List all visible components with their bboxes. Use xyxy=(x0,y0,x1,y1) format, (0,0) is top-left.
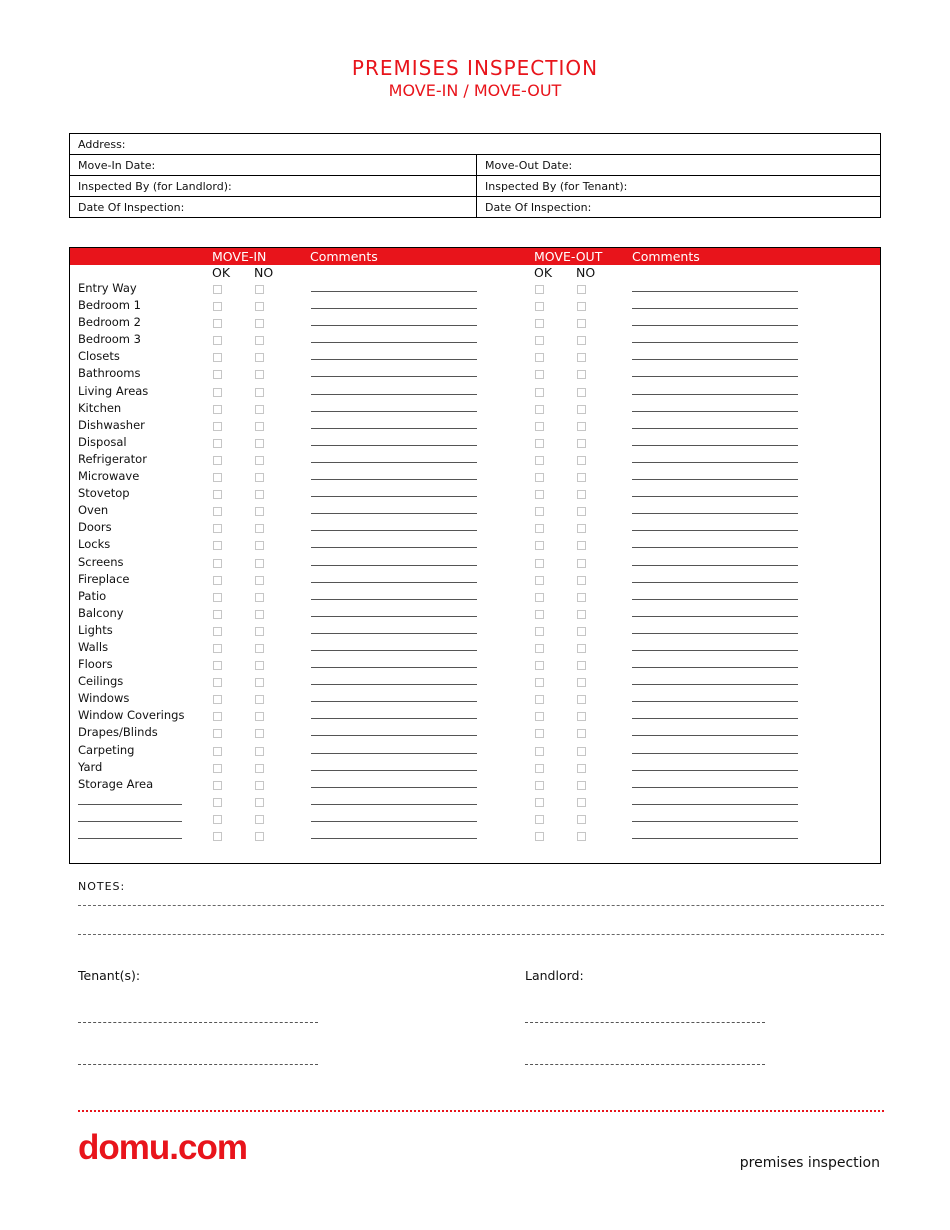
tenant-signature-line[interactable] xyxy=(78,1064,318,1065)
move-out-comment-line[interactable] xyxy=(632,701,798,702)
move-out-comment-line[interactable] xyxy=(632,582,798,583)
move-out-no-checkbox[interactable] xyxy=(577,353,586,362)
move-out-ok-checkbox[interactable] xyxy=(535,285,544,294)
checklist-row xyxy=(70,743,880,760)
move-out-comment-line[interactable] xyxy=(632,804,798,805)
move-out-comment-line[interactable] xyxy=(632,325,798,326)
move-out-ok-checkbox[interactable] xyxy=(535,661,544,670)
move-in-comment-line[interactable] xyxy=(311,325,477,326)
notes-label: NOTES: xyxy=(78,880,126,893)
move-in-no-checkbox[interactable] xyxy=(255,678,264,687)
move-in-comment-line[interactable] xyxy=(311,616,477,617)
move-out-header: MOVE-OUT xyxy=(534,249,603,264)
move-out-ok-checkbox[interactable] xyxy=(535,815,544,824)
move-out-no-checkbox[interactable] xyxy=(577,593,586,602)
move-out-no-checkbox[interactable] xyxy=(577,695,586,704)
checklist-item-label: Bathrooms xyxy=(78,366,141,381)
move-in-no-checkbox[interactable] xyxy=(255,456,264,465)
move-out-comment-line[interactable] xyxy=(632,376,798,377)
move-out-comment-line[interactable] xyxy=(632,735,798,736)
move-out-ok-checkbox[interactable] xyxy=(535,422,544,431)
checklist-row xyxy=(70,315,880,332)
landlord-signature-line[interactable] xyxy=(525,1022,765,1023)
move-in-comment-line[interactable] xyxy=(311,701,477,702)
checklist-item-label: Storage Area xyxy=(78,776,154,791)
move-in-ok-checkbox[interactable] xyxy=(213,541,222,550)
move-out-no-checkbox[interactable] xyxy=(577,781,586,790)
move-in-comment-line[interactable] xyxy=(311,291,477,292)
move-out-no-checkbox[interactable] xyxy=(577,798,586,807)
checklist-row xyxy=(70,640,880,657)
move-in-no-checkbox[interactable] xyxy=(255,798,264,807)
checklist-row xyxy=(70,623,880,640)
move-in-no-checkbox[interactable] xyxy=(255,661,264,670)
move-in-comment-line[interactable] xyxy=(311,582,477,583)
move-out-no-checkbox[interactable] xyxy=(577,747,586,756)
move-in-ok-checkbox[interactable] xyxy=(213,388,222,397)
checklist-row xyxy=(70,384,880,401)
move-in-ok-checkbox[interactable] xyxy=(213,695,222,704)
move-out-comment-line[interactable] xyxy=(632,718,798,719)
move-out-no-checkbox[interactable] xyxy=(577,541,586,550)
move-out-no-checkbox[interactable] xyxy=(577,370,586,379)
move-in-no-checkbox[interactable] xyxy=(255,815,264,824)
move-in-ok-checkbox[interactable] xyxy=(213,405,222,414)
move-out-ok-checkbox[interactable] xyxy=(535,729,544,738)
move-in-comment-line[interactable] xyxy=(311,445,477,446)
move-in-ok-checkbox[interactable] xyxy=(213,353,222,362)
move-out-no-checkbox[interactable] xyxy=(577,559,586,568)
move-out-comment-line[interactable] xyxy=(632,308,798,309)
move-in-no-checkbox[interactable] xyxy=(255,405,264,414)
checklist-item-label: Microwave xyxy=(78,469,140,484)
move-in-no-checkbox[interactable] xyxy=(255,832,264,841)
move-in-no-checkbox[interactable] xyxy=(255,627,264,636)
move-in-ok-checkbox[interactable] xyxy=(213,832,222,841)
checklist-item-label: Walls xyxy=(78,639,109,654)
checklist-row xyxy=(70,520,880,537)
move-out-no-checkbox[interactable] xyxy=(577,285,586,294)
checklist-item-label: Lights xyxy=(78,622,113,637)
move-in-no-checkbox[interactable] xyxy=(255,764,264,773)
move-in-no-checkbox[interactable] xyxy=(255,439,264,448)
move-in-comment-line[interactable] xyxy=(311,565,477,566)
checklist-row xyxy=(70,332,880,349)
move-in-comment-line[interactable] xyxy=(311,428,477,429)
move-in-ok-checkbox[interactable] xyxy=(213,610,222,619)
move-in-no-checkbox[interactable] xyxy=(255,370,264,379)
move-out-no-checkbox[interactable] xyxy=(577,627,586,636)
move-out-ok-checkbox[interactable] xyxy=(535,764,544,773)
move-out-ok-checkbox[interactable] xyxy=(535,559,544,568)
checklist-item-label: Dishwasher xyxy=(78,417,145,432)
checklist-item-label: Carpeting xyxy=(78,742,135,757)
move-out-comment-line[interactable] xyxy=(632,496,798,497)
move-in-comment-line[interactable] xyxy=(311,633,477,634)
move-in-comment-line[interactable] xyxy=(311,753,477,754)
move-out-no-checkbox[interactable] xyxy=(577,422,586,431)
footer-divider xyxy=(78,1110,884,1112)
move-out-no-checkbox[interactable] xyxy=(577,644,586,653)
move-in-ok-label: OK xyxy=(212,265,231,280)
checklist-row xyxy=(70,691,880,708)
move-out-ok-checkbox[interactable] xyxy=(535,627,544,636)
custom-item-blank-line[interactable] xyxy=(78,804,182,805)
move-in-comment-line[interactable] xyxy=(311,684,477,685)
move-out-no-checkbox[interactable] xyxy=(577,405,586,414)
move-in-ok-checkbox[interactable] xyxy=(213,593,222,602)
move-out-no-checkbox[interactable] xyxy=(577,764,586,773)
move-in-comment-line[interactable] xyxy=(311,342,477,343)
checklist-item-label: Bedroom 1 xyxy=(78,298,141,313)
move-out-ok-checkbox[interactable] xyxy=(535,302,544,311)
move-in-ok-checkbox[interactable] xyxy=(213,319,222,328)
move-out-ok-checkbox[interactable] xyxy=(535,473,544,482)
move-in-comments-header: Comments xyxy=(310,249,378,264)
move-in-comment-line[interactable] xyxy=(311,599,477,600)
move-in-ok-checkbox[interactable] xyxy=(213,336,222,345)
move-in-no-checkbox[interactable] xyxy=(255,524,264,533)
move-in-ok-checkbox[interactable] xyxy=(213,747,222,756)
move-out-ok-checkbox[interactable] xyxy=(535,456,544,465)
move-out-ok-checkbox[interactable] xyxy=(535,507,544,516)
move-in-comment-line[interactable] xyxy=(311,735,477,736)
move-in-comment-line[interactable] xyxy=(311,513,477,514)
move-in-ok-checkbox[interactable] xyxy=(213,678,222,687)
checklist-row xyxy=(70,452,880,469)
move-out-ok-checkbox[interactable] xyxy=(535,524,544,533)
move-in-date-field[interactable]: Move-In Date: xyxy=(70,155,477,176)
move-out-ok-checkbox[interactable] xyxy=(535,576,544,585)
checklist-row xyxy=(70,469,880,486)
move-out-comment-line[interactable] xyxy=(632,291,798,292)
move-in-comment-line[interactable] xyxy=(311,650,477,651)
move-out-comment-line[interactable] xyxy=(632,411,798,412)
move-out-comment-line[interactable] xyxy=(632,787,798,788)
checklist-item-label: Locks xyxy=(78,537,111,552)
checklist-row xyxy=(70,418,880,435)
move-out-comment-line[interactable] xyxy=(632,359,798,360)
move-out-date-field[interactable]: Move-Out Date: xyxy=(477,155,881,176)
move-in-comment-line[interactable] xyxy=(311,411,477,412)
move-out-comment-line[interactable] xyxy=(632,462,798,463)
checklist-row xyxy=(70,349,880,366)
move-out-no-label: NO xyxy=(576,265,596,280)
move-out-comment-line[interactable] xyxy=(632,428,798,429)
inspected-by-tenant-field[interactable]: Inspected By (for Tenant): xyxy=(477,176,881,197)
move-out-no-checkbox[interactable] xyxy=(577,336,586,345)
move-in-no-checkbox[interactable] xyxy=(255,422,264,431)
move-in-no-checkbox[interactable] xyxy=(255,729,264,738)
checklist-item-label: Screens xyxy=(78,554,124,569)
move-out-comment-line[interactable] xyxy=(632,821,798,822)
move-out-no-checkbox[interactable] xyxy=(577,507,586,516)
checklist-item-label: Yard xyxy=(78,759,103,774)
move-out-ok-checkbox[interactable] xyxy=(535,541,544,550)
date-of-inspection-landlord-field[interactable]: Date Of Inspection: xyxy=(70,197,477,218)
page-title: PREMISES INSPECTION xyxy=(351,56,599,80)
checklist-item-label: Floors xyxy=(78,657,113,672)
checklist-row xyxy=(70,435,880,452)
checklist-row xyxy=(70,503,880,520)
checklist-row xyxy=(70,828,880,845)
move-out-ok-checkbox[interactable] xyxy=(535,405,544,414)
move-out-comment-line[interactable] xyxy=(632,616,798,617)
move-out-comment-line[interactable] xyxy=(632,599,798,600)
move-in-no-checkbox[interactable] xyxy=(255,559,264,568)
move-out-ok-checkbox[interactable] xyxy=(535,388,544,397)
move-in-ok-checkbox[interactable] xyxy=(213,473,222,482)
move-out-comment-line[interactable] xyxy=(632,513,798,514)
move-out-no-checkbox[interactable] xyxy=(577,302,586,311)
move-out-no-checkbox[interactable] xyxy=(577,473,586,482)
checklist-item-label: Bedroom 3 xyxy=(78,332,141,347)
move-out-no-checkbox[interactable] xyxy=(577,524,586,533)
move-in-ok-checkbox[interactable] xyxy=(213,764,222,773)
move-out-ok-checkbox[interactable] xyxy=(535,370,544,379)
checklist-item-label: Kitchen xyxy=(78,400,122,415)
checklist-row xyxy=(70,606,880,623)
move-in-comment-line[interactable] xyxy=(311,547,477,548)
inspected-by-landlord-field[interactable]: Inspected By (for Landlord): xyxy=(70,176,477,197)
checklist-row xyxy=(70,777,880,794)
move-in-ok-checkbox[interactable] xyxy=(213,422,222,431)
custom-item-blank-line[interactable] xyxy=(78,838,182,839)
move-in-no-checkbox[interactable] xyxy=(255,644,264,653)
move-in-no-checkbox[interactable] xyxy=(255,541,264,550)
move-in-ok-checkbox[interactable] xyxy=(213,627,222,636)
move-in-ok-checkbox[interactable] xyxy=(213,285,222,294)
move-in-comment-line[interactable] xyxy=(311,838,477,839)
move-out-comment-line[interactable] xyxy=(632,684,798,685)
move-out-comment-line[interactable] xyxy=(632,838,798,839)
move-in-comment-line[interactable] xyxy=(311,394,477,395)
checklist-item-label: Living Areas xyxy=(78,383,149,398)
move-out-no-checkbox[interactable] xyxy=(577,388,586,397)
landlord-signature-line[interactable] xyxy=(525,1064,765,1065)
move-in-ok-checkbox[interactable] xyxy=(213,729,222,738)
info-table xyxy=(69,133,881,218)
date-of-inspection-tenant-field[interactable]: Date Of Inspection: xyxy=(477,197,881,218)
move-out-ok-checkbox[interactable] xyxy=(535,319,544,328)
footer-text: premises inspection xyxy=(739,1155,880,1171)
move-in-ok-checkbox[interactable] xyxy=(213,490,222,499)
move-in-no-checkbox[interactable] xyxy=(255,507,264,516)
checklist-row xyxy=(70,298,880,315)
move-out-no-checkbox[interactable] xyxy=(577,439,586,448)
checklist-item-label: Disposal xyxy=(78,434,127,449)
checklist-row xyxy=(70,725,880,742)
checklist-row xyxy=(70,537,880,554)
move-out-no-checkbox[interactable] xyxy=(577,712,586,721)
move-out-comment-line[interactable] xyxy=(632,650,798,651)
landlord-label: Landlord: xyxy=(525,968,584,983)
move-out-comment-line[interactable] xyxy=(632,565,798,566)
move-out-comment-line[interactable] xyxy=(632,667,798,668)
move-out-ok-checkbox[interactable] xyxy=(535,832,544,841)
inspection-checklist xyxy=(69,247,881,864)
move-in-ok-checkbox[interactable] xyxy=(213,644,222,653)
checklist-item-label: Drapes/Blinds xyxy=(78,725,158,740)
checklist-row xyxy=(70,589,880,606)
move-out-no-checkbox[interactable] xyxy=(577,832,586,841)
move-out-no-checkbox[interactable] xyxy=(577,661,586,670)
move-in-comment-line[interactable] xyxy=(311,496,477,497)
move-out-ok-label: OK xyxy=(534,265,553,280)
move-in-no-checkbox[interactable] xyxy=(255,336,264,345)
move-out-ok-checkbox[interactable] xyxy=(535,781,544,790)
checklist-item-label: Refrigerator xyxy=(78,451,147,466)
checklist-item-label: Patio xyxy=(78,588,107,603)
checklist-item-label: Bedroom 2 xyxy=(78,315,141,330)
move-in-no-checkbox[interactable] xyxy=(255,610,264,619)
move-in-no-checkbox[interactable] xyxy=(255,593,264,602)
move-out-no-checkbox[interactable] xyxy=(577,456,586,465)
move-in-comment-line[interactable] xyxy=(311,787,477,788)
checklist-item-label: Fireplace xyxy=(78,571,130,586)
checklist-item-label: Closets xyxy=(78,349,120,364)
page-subtitle: MOVE-IN / MOVE-OUT xyxy=(388,81,562,100)
move-in-comment-line[interactable] xyxy=(311,770,477,771)
checklist-item-label: Balcony xyxy=(78,605,124,620)
move-in-comment-line[interactable] xyxy=(311,804,477,805)
checklist-row xyxy=(70,811,880,828)
move-in-no-label: NO xyxy=(254,265,274,280)
checklist-row xyxy=(70,555,880,572)
move-out-comment-line[interactable] xyxy=(632,547,798,548)
checklist-row xyxy=(70,486,880,503)
move-in-ok-checkbox[interactable] xyxy=(213,439,222,448)
move-in-ok-checkbox[interactable] xyxy=(213,576,222,585)
move-in-ok-checkbox[interactable] xyxy=(213,781,222,790)
move-in-comment-line[interactable] xyxy=(311,462,477,463)
move-out-comment-line[interactable] xyxy=(632,770,798,771)
move-in-no-checkbox[interactable] xyxy=(255,353,264,362)
move-in-comment-line[interactable] xyxy=(311,308,477,309)
move-out-no-checkbox[interactable] xyxy=(577,815,586,824)
notes-line[interactable] xyxy=(78,905,884,906)
move-in-ok-checkbox[interactable] xyxy=(213,524,222,533)
move-out-comments-header: Comments xyxy=(632,249,700,264)
checklist-item-label: Windows xyxy=(78,691,130,706)
move-in-ok-checkbox[interactable] xyxy=(213,302,222,311)
checklist-row xyxy=(70,572,880,589)
move-out-no-checkbox[interactable] xyxy=(577,576,586,585)
tenant-signature-line[interactable] xyxy=(78,1022,318,1023)
move-in-no-checkbox[interactable] xyxy=(255,285,264,294)
checklist-row xyxy=(70,794,880,811)
move-out-no-checkbox[interactable] xyxy=(577,319,586,328)
custom-item-blank-line[interactable] xyxy=(78,821,182,822)
move-in-comment-line[interactable] xyxy=(311,359,477,360)
checklist-rows xyxy=(70,281,880,845)
move-in-ok-checkbox[interactable] xyxy=(213,815,222,824)
move-in-ok-checkbox[interactable] xyxy=(213,661,222,670)
checklist-item-label: Entry Way xyxy=(78,281,137,295)
move-out-no-checkbox[interactable] xyxy=(577,610,586,619)
move-in-comment-line[interactable] xyxy=(311,376,477,377)
checklist-item-label: Doors xyxy=(78,520,112,535)
checklist-row xyxy=(70,674,880,691)
move-in-no-checkbox[interactable] xyxy=(255,781,264,790)
move-out-ok-checkbox[interactable] xyxy=(535,610,544,619)
move-out-comment-line[interactable] xyxy=(632,530,798,531)
move-out-ok-checkbox[interactable] xyxy=(535,336,544,345)
move-in-no-checkbox[interactable] xyxy=(255,490,264,499)
move-out-no-checkbox[interactable] xyxy=(577,729,586,738)
move-in-no-checkbox[interactable] xyxy=(255,302,264,311)
move-in-ok-checkbox[interactable] xyxy=(213,456,222,465)
checklist-row xyxy=(70,760,880,777)
move-out-ok-checkbox[interactable] xyxy=(535,644,544,653)
move-out-ok-checkbox[interactable] xyxy=(535,695,544,704)
move-in-ok-checkbox[interactable] xyxy=(213,559,222,568)
checklist-item-label: Ceilings xyxy=(78,674,124,689)
move-out-no-checkbox[interactable] xyxy=(577,490,586,499)
move-in-no-checkbox[interactable] xyxy=(255,388,264,397)
checklist-item-label: Stovetop xyxy=(78,486,130,501)
move-in-no-checkbox[interactable] xyxy=(255,473,264,482)
move-out-comment-line[interactable] xyxy=(632,479,798,480)
checklist-item-label: Oven xyxy=(78,503,109,518)
move-out-comment-line[interactable] xyxy=(632,633,798,634)
checklist-row xyxy=(70,708,880,725)
move-out-ok-checkbox[interactable] xyxy=(535,353,544,362)
move-out-ok-checkbox[interactable] xyxy=(535,490,544,499)
move-in-comment-line[interactable] xyxy=(311,718,477,719)
move-in-comment-line[interactable] xyxy=(311,821,477,822)
tenant-label: Tenant(s): xyxy=(78,968,141,983)
move-out-ok-checkbox[interactable] xyxy=(535,593,544,602)
move-out-comment-line[interactable] xyxy=(632,753,798,754)
move-in-header: MOVE-IN xyxy=(212,249,267,264)
move-in-no-checkbox[interactable] xyxy=(255,576,264,585)
checklist-row xyxy=(70,281,880,298)
move-out-comment-line[interactable] xyxy=(632,445,798,446)
move-in-ok-checkbox[interactable] xyxy=(213,507,222,516)
move-out-ok-checkbox[interactable] xyxy=(535,439,544,448)
checklist-row xyxy=(70,401,880,418)
checklist-item-label: Window Coverings xyxy=(78,708,185,723)
move-out-ok-checkbox[interactable] xyxy=(535,798,544,807)
checklist-header-bar xyxy=(70,248,880,265)
move-in-no-checkbox[interactable] xyxy=(255,695,264,704)
checklist-row xyxy=(70,657,880,674)
move-in-comment-line[interactable] xyxy=(311,530,477,531)
move-in-comment-line[interactable] xyxy=(311,479,477,480)
move-out-ok-checkbox[interactable] xyxy=(535,747,544,756)
move-out-comment-line[interactable] xyxy=(632,342,798,343)
address-field[interactable]: Address: xyxy=(70,134,881,155)
move-out-no-checkbox[interactable] xyxy=(577,678,586,687)
move-in-no-checkbox[interactable] xyxy=(255,747,264,756)
checklist-row xyxy=(70,366,880,383)
move-in-no-checkbox[interactable] xyxy=(255,712,264,721)
move-out-ok-checkbox[interactable] xyxy=(535,678,544,687)
move-in-ok-checkbox[interactable] xyxy=(213,798,222,807)
move-out-comment-line[interactable] xyxy=(632,394,798,395)
move-in-ok-checkbox[interactable] xyxy=(213,712,222,721)
domu-logo: domu.com xyxy=(78,1128,247,1167)
notes-line[interactable] xyxy=(78,934,884,935)
move-in-ok-checkbox[interactable] xyxy=(213,370,222,379)
move-in-no-checkbox[interactable] xyxy=(255,319,264,328)
move-out-ok-checkbox[interactable] xyxy=(535,712,544,721)
move-in-comment-line[interactable] xyxy=(311,667,477,668)
